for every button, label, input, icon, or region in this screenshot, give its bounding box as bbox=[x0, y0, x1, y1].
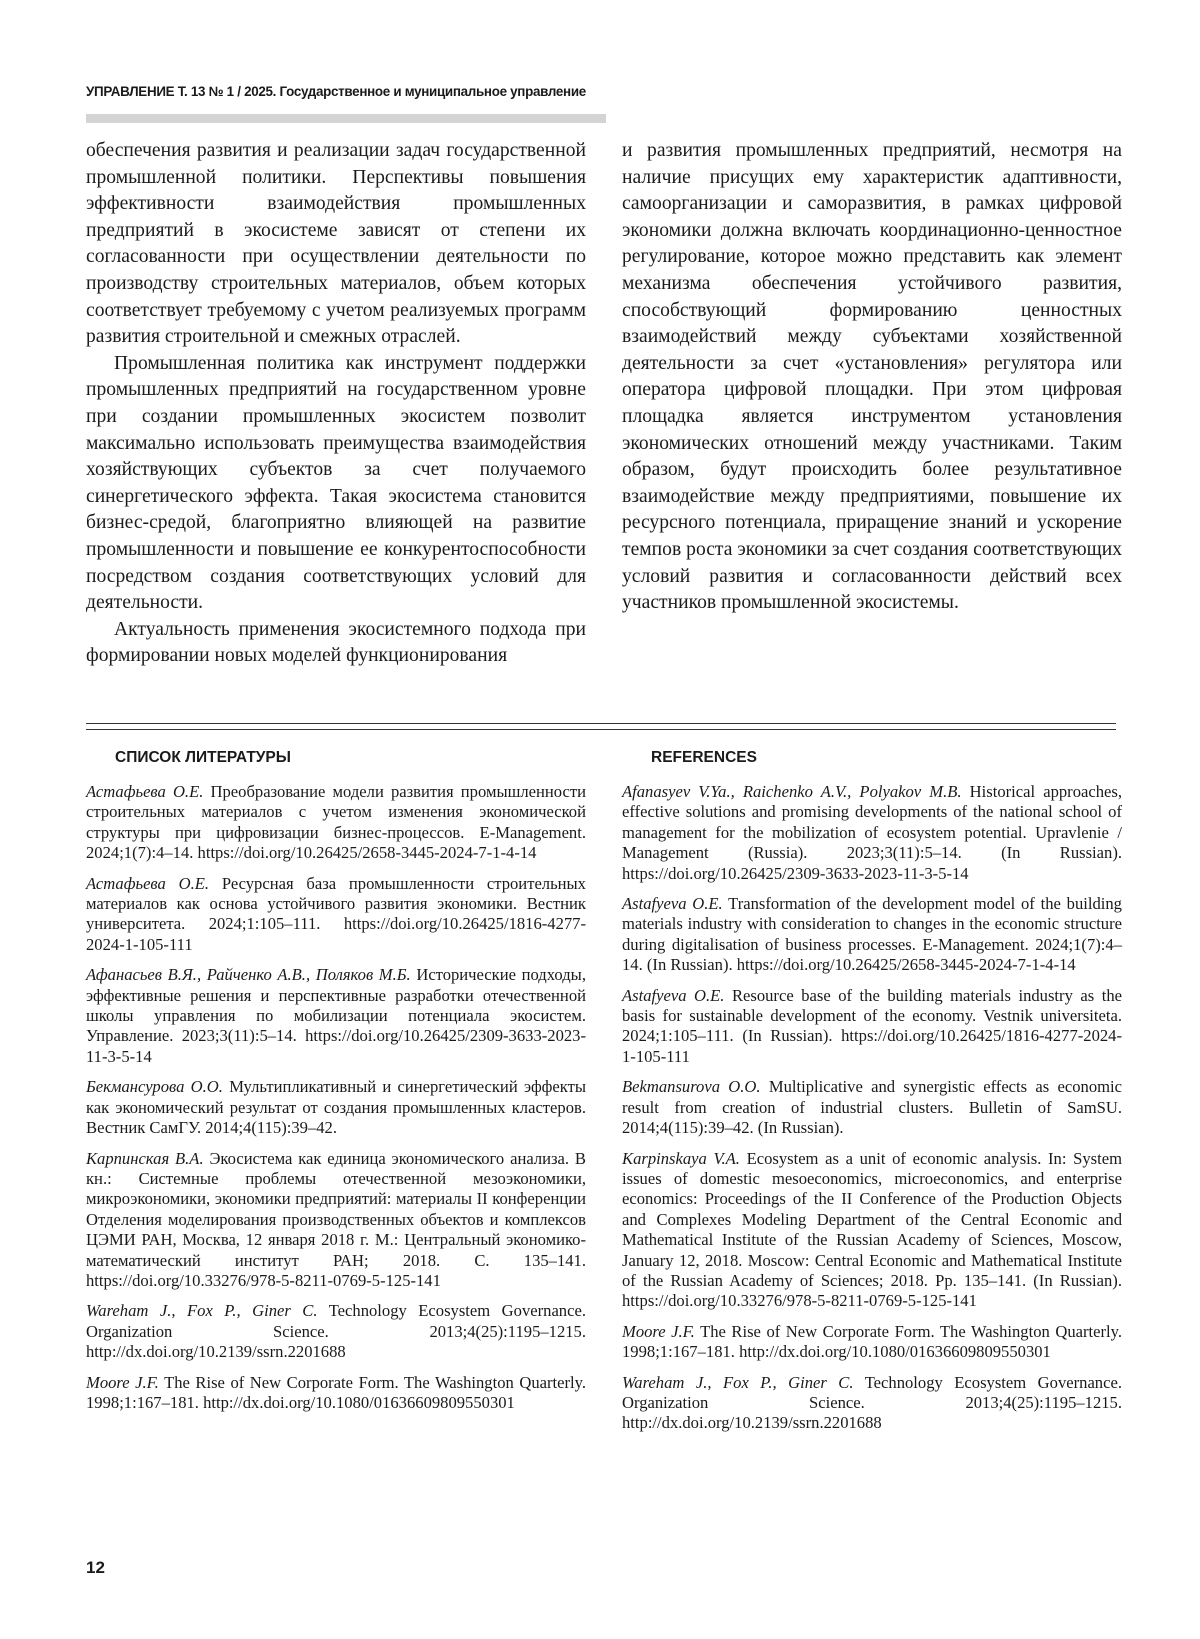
reference-text: Technology Ecosystem Governance. Organization Science. 2013;4(25):1195–1215. http://dx.doi.org/10.2139/ssrn.2201688 bbox=[622, 1372, 1122, 1433]
body-paragraph: Промышленная политика как инструмент поддержки промышленных предприятий на государственном уровне при создании промышленных экосистем позволит максимально использовать преимущества взаимодействия хозяйствующих субъектов за счет получаемого синергетического эффекта. Такая экосистема становится бизнес-средой, благоприятно влияющей на развитие промышленности и повышение ее конкурентоспособности посредством создания соответствующих условий для деятельности. bbox=[86, 352, 586, 614]
reference-authors: Afanasyev V.Ya., Raichenko A.V., Polyakov M.B. bbox=[622, 782, 962, 801]
reference-item bbox=[622, 1149, 1122, 1312]
reference-text: Technology Ecosystem Governance. Organization Science. 2013;4(25):1195–1215. http://dx.doi.org/10.2139/ssrn.2201688 bbox=[86, 1301, 586, 1362]
body-paragraph: обеспечения развития и реализации задач государственной промышленной политики. Перспективы повышения эффективности взаимодействия промышленных предприятий в экосистеме зависят от степени их согласованности при осуществлении деятельности по производству строительных материалов, объем которых соответствует требуемому с учетом реализуемых программ развития строительной и смежных отраслей. bbox=[86, 140, 586, 348]
reference-item bbox=[622, 1322, 1122, 1363]
running-head: УПРАВЛЕНИЕ Т. 13 № 1 / 2025. Государственное и муниципальное управление bbox=[86, 84, 586, 99]
reference-item bbox=[86, 1077, 586, 1138]
header-rule bbox=[86, 114, 606, 123]
reference-authors: Wareham J., Fox P., Giner C. bbox=[86, 1301, 318, 1321]
reference-authors: Астафьева О.Е. bbox=[86, 873, 210, 893]
body-paragraph: Актуальность применения экосистемного подхода при формировании новых моделей функционирования bbox=[86, 618, 586, 667]
body-column-left bbox=[86, 138, 586, 670]
reference-authors: Bekmansurova O.O. bbox=[622, 1077, 761, 1097]
reference-item bbox=[86, 874, 586, 956]
reference-text: Multiplicative and synergistic effects as economic result from creation of industrial clusters. Bulletin of SamSU. 2014;4(115):39–42. (In Russian). bbox=[622, 1077, 1122, 1138]
reference-text: Преобразование модели развития промышленности строительных материалов с учетом изменения экономической структуры при цифровизации бизнес-процессов. E-Management. 2024;1(7):4–14. https://doi.org/10.26425/2658-3445-2024-7-1-4-14 bbox=[86, 782, 586, 863]
body-paragraph: и развития промышленных предприятий, несмотря на наличие присущих ему характеристик адаптивности, самоорганизации и саморазвития, в рамках цифровой экономики должна включать координационно-ценностное регулирование, которое можно представить как элемент механизма обеспечения устойчивого развития, способствующий формированию ценностных взаимодействий между субъектами хозяйственной деятельности за счет «установления» регулятора или оператора цифровой площадки. При этом цифровая площадка является инструментом установления экономических отношений между участниками. Таким образом, будут происходить более результативное взаимодействие между предприятиями, повышение их ресурсного потенциала, приращение знаний и ускорение темпов роста экономики за счет создания соответствующих условий развития и согласованности действий всех участников промышленной экосистемы. bbox=[622, 140, 1122, 614]
reference-authors: Moore J.F. bbox=[622, 1321, 695, 1341]
reference-item bbox=[86, 1373, 586, 1414]
section-divider bbox=[86, 723, 1116, 730]
reference-item bbox=[622, 986, 1122, 1068]
references-ru-list bbox=[86, 782, 586, 1423]
reference-item bbox=[622, 782, 1122, 884]
reference-item bbox=[86, 1149, 586, 1292]
references-en-list bbox=[622, 782, 1122, 1444]
reference-text: The Rise of New Corporate Form. The Washington Quarterly. 1998;1:167–181. http://dx.doi.org/10.1080/01636609809550301 bbox=[86, 1372, 586, 1412]
reference-item bbox=[86, 782, 586, 864]
reference-text: Ресурсная база промышленности строительных материалов как основа устойчивого развития экономики. Вестник университета. 2024;1:105–111. https://doi.org/10.26425/1816-4277-2024-1-105-111 bbox=[86, 873, 586, 954]
reference-text: Resource base of the building materials industry as the basis for sustainable development of the economy. Vestnik universiteta. 2024;1:105–111. (In Russian). https://doi.org/10.26425/1816-4277-2024-1-105-111 bbox=[622, 985, 1122, 1066]
reference-authors: Astafyeva O.E. bbox=[622, 985, 725, 1005]
page-number: 12 bbox=[86, 1558, 105, 1577]
reference-item bbox=[86, 1301, 586, 1362]
reference-item bbox=[86, 965, 586, 1067]
reference-authors: Moore J.F. bbox=[86, 1372, 159, 1392]
reference-text: Экосистема как единица экономического анализа. В кн.: Системные проблемы отечественной мезоэкономики, микроэкономики, экономики предприятий: материалы II конференции Отделения моделирования производственных объектов и комплексов ЦЭМИ РАН, Москва, 12 января 2018 г. М.: Центральный экономико-математический институт РАН; 2018. С. 135–141. https://doi.org/10.33276/978-5-8211-0769-5-125-141 bbox=[86, 1148, 586, 1290]
references-en-heading: REFERENCES bbox=[651, 749, 757, 766]
body-column-right bbox=[622, 138, 1122, 617]
reference-authors: Астафьева О.Е. bbox=[86, 782, 204, 801]
reference-item bbox=[622, 894, 1122, 976]
reference-text: Исторические подходы, эффективные решения и перспективные разработки отечественной школы управления по мобилизации потенциала экосистем. Управление. 2023;3(11):5–14. https://doi.org/10.26425/2309-3633-2023-11-3-5-14 bbox=[86, 965, 586, 1066]
reference-authors: Wareham J., Fox P., Giner C. bbox=[622, 1372, 854, 1392]
reference-text: Transformation of the development model of the building materials industry with consideration to changes in the economic structure during digitalisation of business processes. E-Management. 2024;1(7):4–14. (In Russian). https://doi.org/10.26425/2658-3445-2024-7-1-4-14 bbox=[622, 894, 1122, 975]
reference-authors: Astafyeva O.E. bbox=[622, 894, 723, 914]
reference-authors: Бекмансурова О.О. bbox=[86, 1077, 223, 1097]
reference-text: Мультипликативный и синергетический эффекты как экономический результат от создания промышленных кластеров. Вестник СамГУ. 2014;4(115):39–42. bbox=[86, 1077, 586, 1138]
reference-text: Ecosystem as a unit of economic analysis. In: System issues of domestic mesoeconomics, microeconomics, and enterprise economics: Proceedings of the II Conference of the Production Objects and Complexes Modeling Department of the Central Economic and Mathematical Institute of the Russian Academy of Sciences, Moscow, January 12, 2018. Moscow: Central Economic and Mathematical Institute of the Russian Academy of Sciences; 2018. Pp. 135–141. (In Russian). https://doi.org/10.33276/978-5-8211-0769-5-125-141 bbox=[622, 1148, 1122, 1311]
reference-item bbox=[622, 1373, 1122, 1434]
reference-text: Historical approaches, effective solutions and promising developments of the national school of management for the mobilization of ecosystem potential. Upravlenie / Management (Russia). 2023;3(11):5–14. (In Russian). https://doi.org/10.26425/2309-3633-2023-11-3-5-14 bbox=[622, 782, 1123, 883]
reference-item bbox=[622, 1077, 1122, 1138]
reference-text: The Rise of New Corporate Form. The Washington Quarterly. 1998;1:167–181. http://dx.doi.org/10.1080/01636609809550301 bbox=[622, 1321, 1122, 1362]
reference-authors: Karpinskaya V.A. bbox=[622, 1148, 740, 1168]
reference-authors: Афанасьев В.Я., Райченко А.В., Поляков М.Б. bbox=[86, 965, 411, 985]
references-ru-heading: СПИСОК ЛИТЕРАТУРЫ bbox=[115, 749, 291, 766]
reference-authors: Карпинская В.А. bbox=[86, 1148, 204, 1168]
